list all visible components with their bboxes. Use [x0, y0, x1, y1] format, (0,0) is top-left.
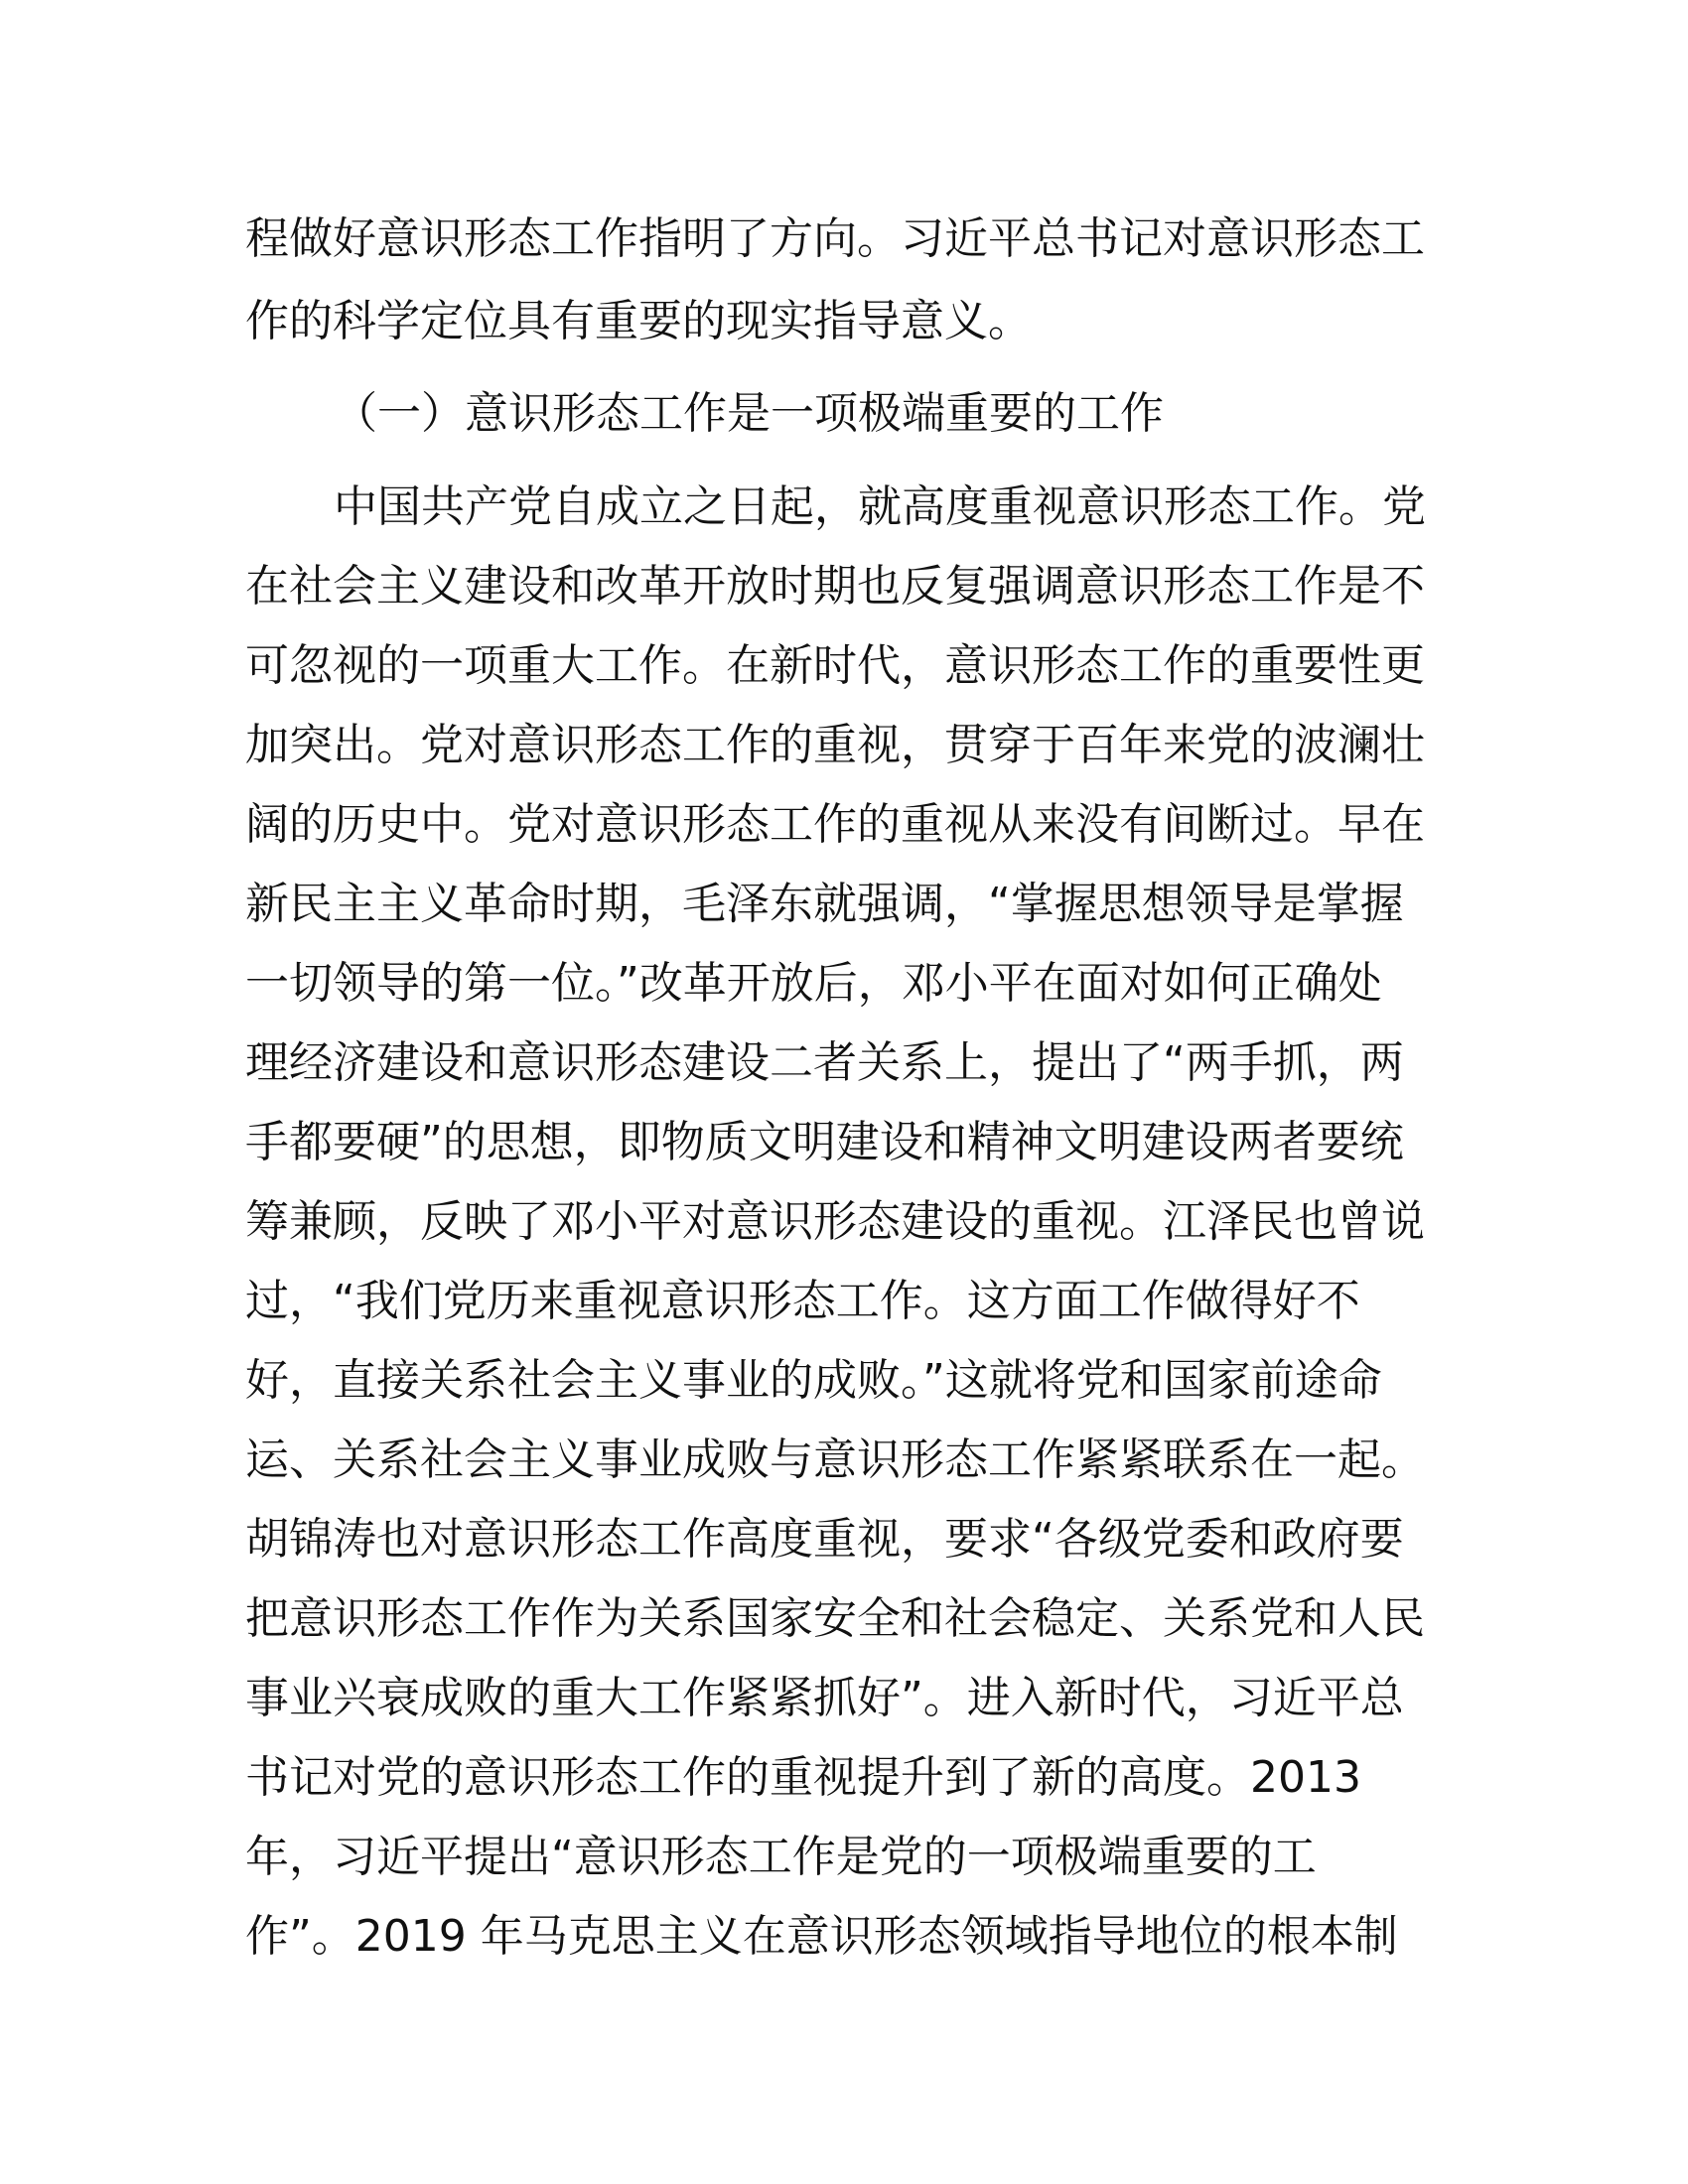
- line-text: 事业兴衰成败的重大工作紧紧抓好”。进入新时代，习近平总: [245, 1673, 1404, 1723]
- text-line: [0, 1892, 1688, 1981]
- line-text: 好，直接关系社会主义事业的成败。”这就将党和国家前途命: [245, 1355, 1382, 1406]
- line-text: 作的科学定位具有重要的现实指导意义。: [245, 296, 1032, 346]
- text-line: [0, 1733, 1688, 1823]
- line-text: 年，习近平提出“意识形态工作是党的一项极端重要的工: [245, 1832, 1317, 1882]
- line-text: 新民主主义革命时期，毛泽东就强调，“掌握思想领导是掌握: [245, 879, 1404, 929]
- text-line: [0, 195, 1688, 284]
- text-line: [0, 1257, 1688, 1346]
- line-text: 胡锦涛也对意识形态工作高度重视，要求“各级党委和政府要: [245, 1514, 1404, 1565]
- section-heading-text: （一）意识形态工作是一项极端重要的工作: [334, 388, 1164, 439]
- line-text: 可忽视的一项重大工作。在新时代，意识形态工作的重要性更: [245, 640, 1425, 691]
- line-text: 加突出。党对意识形态工作的重视，贯穿于百年来党的波澜壮: [245, 720, 1425, 770]
- line-text: 在社会主义建设和改革开放时期也反复强调意识形态工作是不: [245, 561, 1425, 612]
- text-line: [0, 1574, 1688, 1664]
- line-text: 筹兼顾，反映了邓小平对意识形态建设的重视。江泽民也曾说: [245, 1196, 1425, 1247]
- text-line: [0, 1654, 1688, 1743]
- line-text: 书记对党的意识形态工作的重视提升到了新的高度。2013: [245, 1752, 1361, 1803]
- text-line: [0, 1495, 1688, 1584]
- line-text: 中国共产党自成立之日起，就高度重视意识形态工作。党: [334, 481, 1426, 532]
- line-text: 作”。2019 年马克思主义在意识形态领域指导地位的根本制: [245, 1911, 1398, 1962]
- text-line: [0, 1336, 1688, 1426]
- line-text: 运、关系社会主义事业成败与意识形态工作紧紧联系在一起。: [245, 1434, 1425, 1485]
- text-line: [0, 780, 1688, 870]
- text-line: [0, 1177, 1688, 1267]
- line-text: 一切领导的第一位。”改革开放后，邓小平在面对如何正确处: [245, 958, 1382, 1009]
- text-line: [0, 860, 1688, 949]
- text-line: [0, 701, 1688, 790]
- text-line: [0, 1098, 1688, 1187]
- text-line: [0, 939, 1688, 1028]
- line-text: 阔的历史中。党对意识形态工作的重视从来没有间断过。早在: [245, 799, 1425, 850]
- text-line: [0, 1813, 1688, 1902]
- text-line: [0, 542, 1688, 631]
- text-line: [0, 277, 1688, 366]
- line-text: 程做好意识形态工作指明了方向。习近平总书记对意识形态工: [245, 213, 1425, 264]
- text-line: [0, 463, 1688, 552]
- line-text: 理经济建设和意识形态建设二者关系上，提出了“两手抓，两: [245, 1037, 1404, 1088]
- text-line: [0, 1019, 1688, 1108]
- text-line: [0, 1416, 1688, 1505]
- text-line: [0, 621, 1688, 711]
- line-text: 过，“我们党历来重视意识形态工作。这方面工作做得好不: [245, 1276, 1360, 1326]
- line-text: 把意识形态工作作为关系国家安全和社会稳定、关系党和人民: [245, 1593, 1425, 1644]
- line-text: 手都要硬”的思想，即物质文明建设和精神文明建设两者要统: [245, 1117, 1404, 1167]
- section-heading: [0, 369, 1688, 459]
